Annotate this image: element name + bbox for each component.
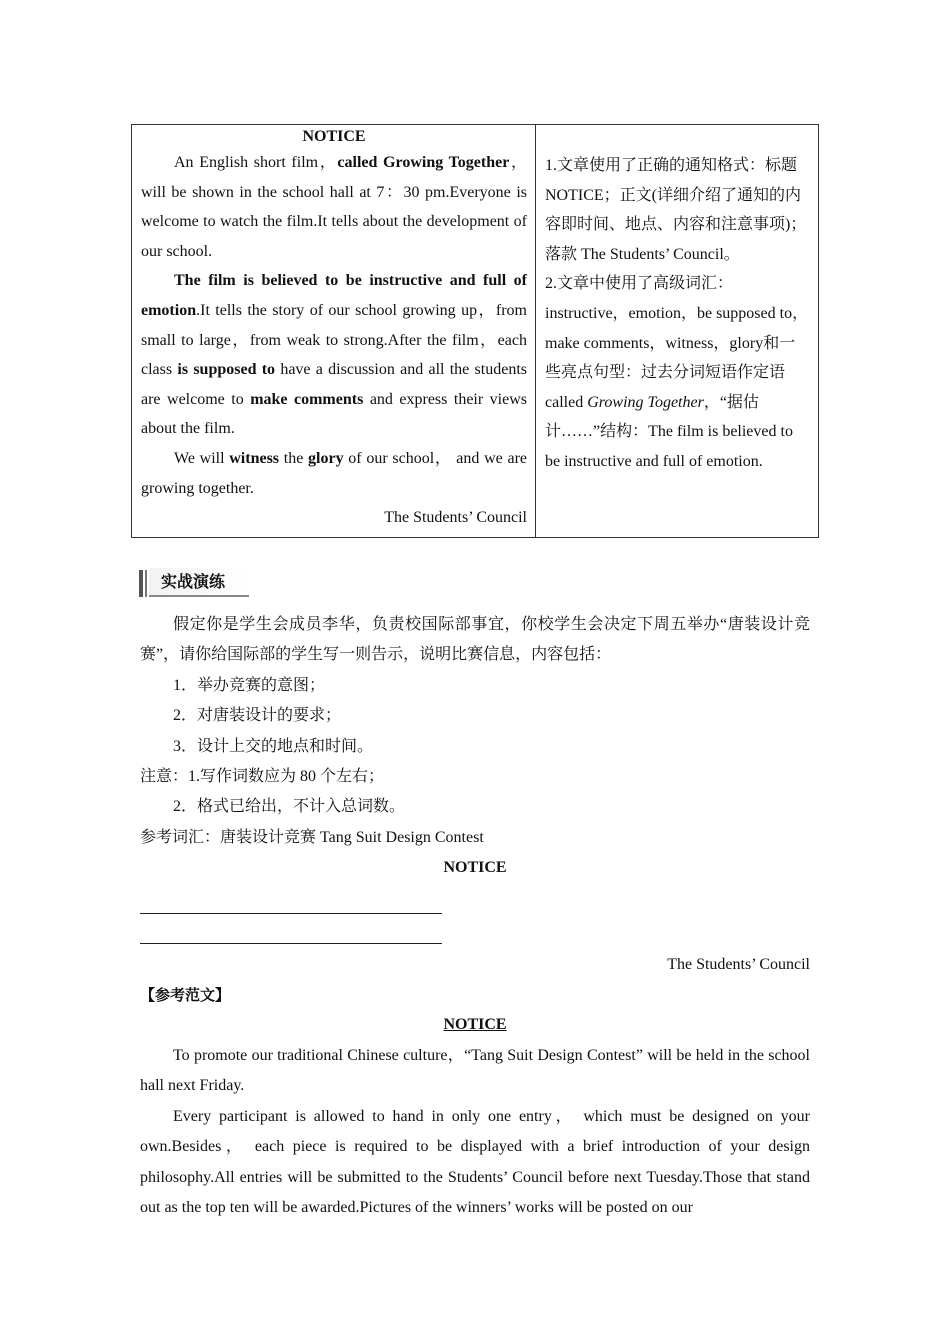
- example-table: [131, 124, 819, 538]
- task-item: 1．举办竞赛的意图；: [173, 676, 326, 694]
- analysis-cell: [536, 125, 818, 537]
- task-notice-title: NOTICE: [443, 859, 507, 877]
- analysis-point-1: 1.文章使用了正确的通知格式：标题NOTICE；正文(详细介绍了通知的内容即时间、地点、内容和注意事项)；落款 The Students’ Council。: [545, 157, 807, 263]
- task-note-1: 注意：1.写作词数应为 80 个左右；: [140, 768, 385, 786]
- reference-paragraph-1: To promote our traditional Chinese culture，“Tang Suit Design Contest” will be held in the school hall next Friday.: [140, 1046, 810, 1095]
- task-item: 2．对唐装设计的要求；: [173, 707, 342, 725]
- task-item: 3．设计上交的地点和时间。: [173, 737, 374, 755]
- example-paragraph-3: We will witness the glory of our school， and we are growing together.: [141, 449, 528, 497]
- reference-paragraph-2: Every participant is allowed to hand in only one entry， which must be designed on your own.Besides， each piece is required to be displayed with a brief introduction of your design philosophy.All entries will be submitted to the Students’ Council before next Tuesday.Those that stand out as the top ten will be awarded.Pictures of the winners’ works will be posted on our: [140, 1107, 810, 1216]
- section-header: [139, 568, 249, 599]
- example-notice-cell: [132, 125, 536, 537]
- answer-blank-line: [140, 914, 442, 944]
- section-bar-decoration: [139, 570, 143, 597]
- analysis-point-2: 2.文章中使用了高级词汇：instructive，emotion，be supposed to，make comments，witness，glory和一些亮点句型：过去分词短语作定语 called Growing Together，“据估计……”结构：The film is believed to be instructive and full of emotion.: [545, 275, 809, 470]
- section-title: 实战演练: [149, 568, 249, 597]
- task-note-2: 2．格式已给出，不计入总词数。: [173, 798, 406, 816]
- reference-label: 【参考范文】: [140, 986, 231, 1005]
- reference-title: NOTICE: [443, 1016, 507, 1034]
- task-vocab: 参考词汇：唐装设计竞赛 Tang Suit Design Contest: [140, 828, 484, 846]
- example-notice-title: NOTICE: [302, 128, 366, 145]
- section-bar-decoration: [145, 570, 147, 597]
- writing-task: [140, 610, 810, 1223]
- example-signature: The Students’ Council: [384, 509, 527, 527]
- task-prompt: 假定你是学生会成员李华，负责校国际部事宜，你校学生会决定下周五举办“唐装设计竞赛”，请你给国际部的学生写一则告示，说明比赛信息，内容包括：: [140, 616, 810, 664]
- example-paragraph-1: An English short film，called Growing Together， will be shown in the school hall at 7：30 pm.Everyone is welcome to watch the film.It tells about the development of our school.: [141, 154, 527, 260]
- example-paragraph-2: The film is believed to be instructive and full of emotion.It tells the story of our school growing up，from small to large，from weak to strong.After the film，each class is supposed to have a discussion and all the students are welcome to make comments and express their views about the film.: [141, 272, 528, 438]
- task-signature: The Students’ Council: [667, 955, 810, 973]
- answer-blank-line: [140, 884, 442, 914]
